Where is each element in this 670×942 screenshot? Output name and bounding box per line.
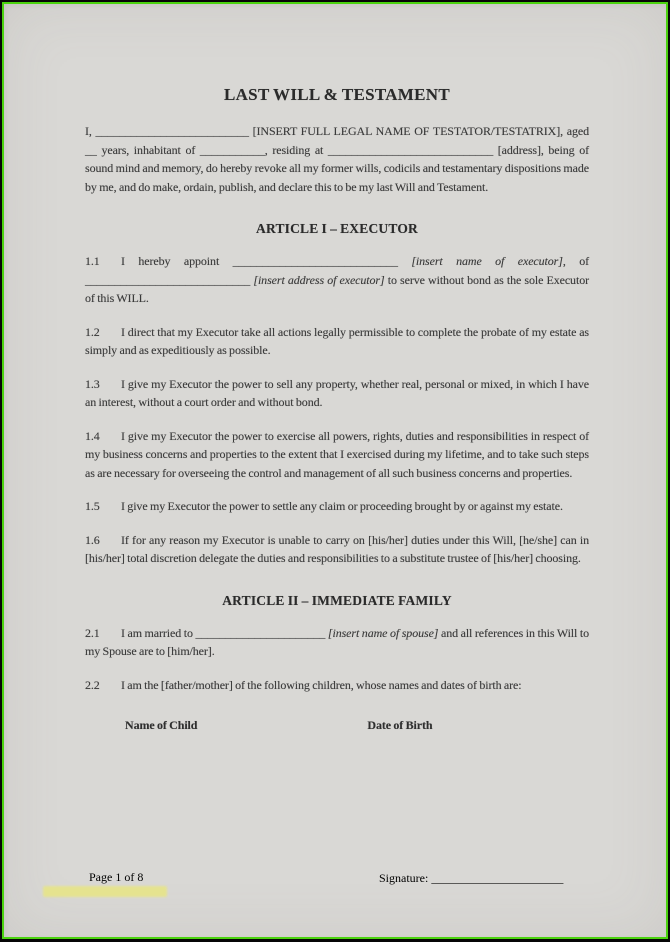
clause-2.1 — [85, 624, 589, 661]
text-run: I give my Executor the power to exercise all powers, rights, duties and responsibilities in respect of my business concerns and properties to the extent that I exercised during my lifetime, and to take such steps as are necessary for overseeing the control and management of all such business concerns and properties. — [85, 428, 589, 480]
article-heading: ARTICLE II – IMMEDIATE FAMILY — [222, 592, 452, 608]
clause-number: 1.5 — [85, 499, 100, 513]
text-run: If for any reason my Executor is unable to carry on [his/her] duties under this Will, [he/she] can in [his/her] total discretion delegate the duties and responsibilities to a substitute trustee of [his/her] choosing. — [85, 532, 589, 565]
document-title: LAST WILL & TESTAMENT — [223, 85, 451, 104]
clause-1.4 — [85, 427, 589, 483]
placeholder-italic: [insert name of executor] — [411, 254, 563, 268]
text-run: I, __________________________ [INSERT FULL LEGAL NAME OF TESTATOR/TESTATRIX], aged __ years, inhabitant of ___________, residing at ____________________________ [address], being of sound mind and memory, do hereby revoke all my former wills, codicils and testamentary dispositions made by me, and do make, ordain, publish, and declare this to be my last Will and Testament. — [85, 124, 589, 194]
clause-number: 2.2 — [85, 677, 100, 692]
clause-number: 1.1 — [85, 254, 100, 268]
placeholder-italic: [insert name of spouse] — [327, 625, 439, 640]
clause-1.2 — [85, 323, 589, 360]
clause-number: 1.6 — [85, 532, 100, 547]
text-run: I direct that my Executor take all actions legally permissible to complete the probate of my estate as simply and as expeditiously as possible. — [85, 324, 589, 357]
placeholder-italic: [insert address of executor] — [253, 272, 385, 287]
signature-label: Signature: — [379, 871, 429, 885]
clause-1.5 — [85, 497, 589, 516]
children-table-header-row — [125, 716, 589, 735]
text-run: I give my Executor the power to settle any claim or proceeding brought by or against my estate. — [121, 499, 563, 513]
signature-block — [379, 871, 563, 886]
text-run: I hereby appoint ____________________________ — [121, 254, 412, 268]
text-run: I am the [father/mother] of the following children, whose names and dates of birth are: — [121, 677, 522, 692]
clause-1.6 — [85, 531, 589, 568]
page-number-label: Page 1 of 8 — [89, 870, 144, 884]
text-run: , of ____________________________ — [85, 254, 589, 287]
will-document-page — [4, 4, 666, 937]
page-footer — [89, 870, 589, 885]
signature-line: ______________________ — [428, 871, 564, 885]
articles-container — [85, 220, 589, 694]
scanned-page-frame — [2, 2, 668, 939]
clause-1.3 — [85, 375, 589, 412]
text-run: to serve without bond as the sole Executor of this WILL. — [85, 272, 589, 305]
clause-number: 1.2 — [85, 324, 100, 339]
article-heading: ARTICLE I – EXECUTOR — [256, 221, 418, 236]
clause-number: 2.1 — [85, 625, 100, 640]
clause-2.2 — [85, 676, 589, 695]
clause-number: 1.4 — [85, 428, 100, 443]
column-header-name-of-child: Name of Child — [125, 718, 198, 732]
clause-number: 1.3 — [85, 376, 100, 391]
clause-1.1 — [85, 252, 589, 308]
text-run: I am married to ______________________ — [121, 625, 328, 640]
watermark-highlight — [43, 886, 167, 897]
text-run: and all references in this Will to my Spouse are to [him/her]. — [85, 625, 590, 658]
column-header-date-of-birth: Date of Birth — [367, 718, 433, 732]
intro-paragraph — [85, 122, 589, 196]
text-run: I give my Executor the power to sell any property, whether real, personal or mixed, in which I have an interest, without a court order and without bond. — [85, 376, 589, 409]
